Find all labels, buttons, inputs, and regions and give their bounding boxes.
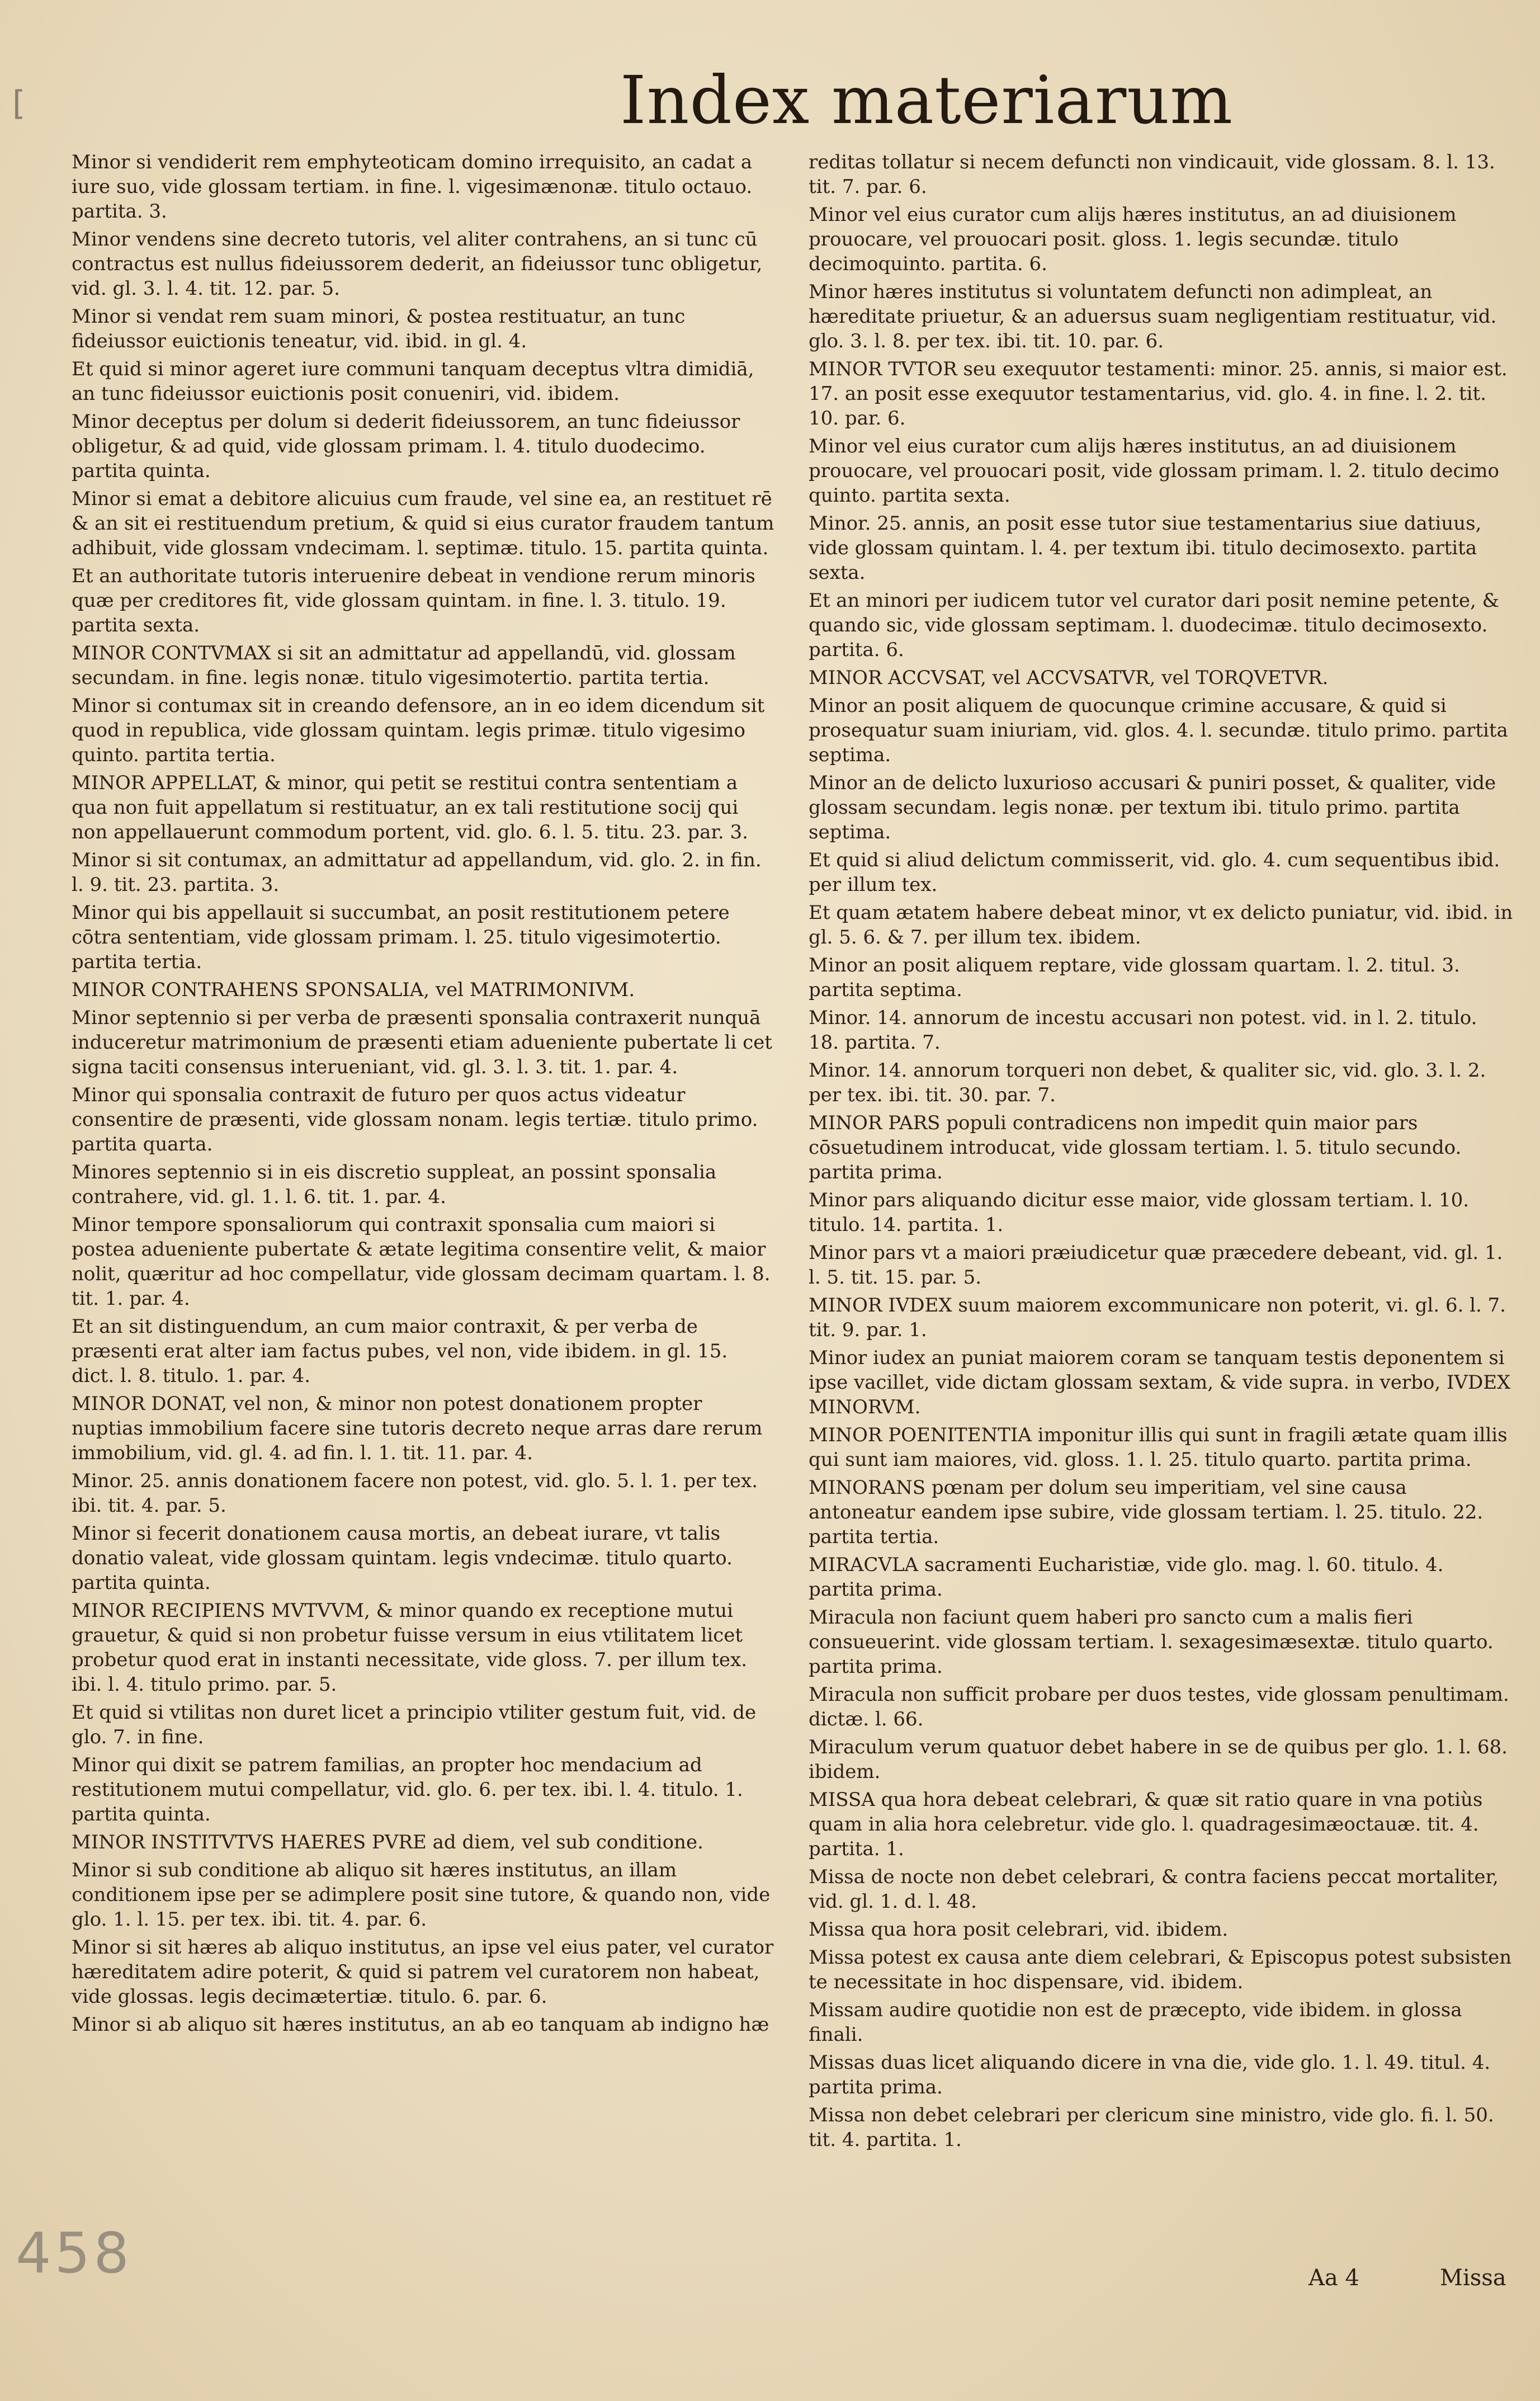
index-entry: MINOR ACCVSAT, vel ACCVSATVR, vel TORQVETVR. (809, 667, 1329, 689)
index-entry: Minor si sit hæres ab aliquo institutus, an ipse vel eius pater, vel curator hæreditatem adire poterit, & quid si patrem vel curatorem non habeat, vide glossas. legis decimætertiæ. titulo. 6. par. 6. (72, 1936, 774, 2008)
index-entry: Et quam ætatem habere debeat minor, vt ex delicto puniatur, vid. ibid. in gl. 5. 6. & 7. per illum tex. ibidem. (809, 902, 1513, 949)
index-entry: Miraculum verum quatuor debet habere in se de quibus per glo. 1. l. 68. ibidem. (809, 1736, 1508, 1783)
index-entry: Miracula non sufficit probare per duos testes, vide glossam penultimam. dictæ. l. 66. (809, 1683, 1509, 1730)
index-entry: Minor. 25. annis, an posit esse tutor siue testamentarius siue datiuus, vide glossam quintam. l. 4. per textum ibi. titulo decimosexto. partita sexta. (809, 512, 1482, 584)
index-entry: reditas tollatur si necem defuncti non vindicauit, vide glossam. 8. l. 13. tit. 7. par. 6. (809, 151, 1495, 198)
index-entry: MINOR CONTRAHENS SPONSALIA, vel MATRIMONIVM. (72, 979, 635, 1001)
index-entry: Minor hæres institutus si voluntatem defuncti non adimpleat, an hæreditate priuetur, & an aduersus suam negligentiam restituatur, vid. glo. 3. l. 8. per tex. ibi. tit. 10. par. 6. (809, 281, 1497, 352)
index-entry: Missa non debet celebrari per clericum sine ministro, vide glo. fi. l. 50. tit. 4. partita. 1. (809, 2104, 1494, 2151)
index-entry: Et quid si minor ageret iure communi tanquam deceptus vltra dimidiā, an tunc fideiussor euictionis posit conueniri, vid. ibidem. (72, 358, 754, 405)
index-entry: Minor. 25. annis donationem facere non potest, vid. glo. 5. l. 1. per tex. ibi. tit. 4. par. 5. (72, 1470, 758, 1517)
index-entry: Missa de nocte non debet celebrari, & contra faciens peccat mortaliter, vid. gl. 1. d. l. 48. (809, 1866, 1499, 1913)
index-entry: MINOR APPELLAT, & minor, qui petit se restitui contra sententiam a qua non fuit appellatum si restituatur, an ex tali restitutione socij qui non appellauerunt commodum portent, vid. glo. 6. l. 5. titu. 23. par. 3. (72, 772, 748, 843)
index-entry: Minor pars vt a maiori præiudicetur quæ præcedere debeant, vid. gl. 1. l. 5. tit. 15. par. 5. (809, 1242, 1503, 1289)
index-entry: Minor si sit contumax, an admittatur ad appellandum, vid. glo. 2. in fin. l. 9. tit. 23. partita. 3. (72, 849, 762, 896)
index-entry: Minor si vendiderit rem emphyteoticam domino irrequisito, an cadat a iure suo, vide glossam tertiam. in fine. l. vigesimænonæ. titulo octauo. partita. 3. (72, 151, 753, 223)
index-entry: MISSA qua hora debeat celebrari, & quæ sit ratio quare in vna potiùs quam in alia hora celebretur. vide glo. l. quadragesimæoctauæ. tit. 4. partita. 1. (809, 1789, 1483, 1860)
index-entry: Minor an posit aliquem reptare, vide glossam quartam. l. 2. titul. 3. partita septima. (809, 954, 1460, 1001)
index-entry: MINOR IVDEX suum maiorem excommunicare non poterit, vi. gl. 6. l. 7. tit. 9. par. 1. (809, 1294, 1506, 1341)
index-entry: Missas duas licet aliquando dicere in vna die, vide glo. 1. l. 49. titul. 4. partita prima. (809, 2051, 1491, 2098)
index-entry: MINOR POENITENTIA imponitur illis qui sunt in fragili ætate quam illis qui sunt iam maiores, vid. gloss. 1. l. 25. titulo quarto. partita prima. (809, 1424, 1508, 1471)
left-column (72, 150, 776, 2040)
index-entry: Et an authoritate tutoris interuenire debeat in vendione rerum minoris quæ per creditores fit, vide glossam quintam. in fine. l. 3. titulo. 19. partita sexta. (72, 565, 755, 636)
index-entry: Miracula non faciunt quem haberi pro sancto cum a malis fieri consueuerint. vide glossam tertiam. l. sexagesimæsextæ. titulo quarto. partita prima. (809, 1606, 1494, 1678)
index-entry: Minor septennio si per verba de præsenti sponsalia contraxerit nunquā induceretur matrimonium de præsenti etiam adueniente pubertate li cet signa taciti consensus interueniant, vid. gl. 3. l. 3. tit. 1. par. 4. (72, 1007, 772, 1078)
index-entry: Minor qui dixit se patrem familias, an propter hoc mendacium ad restitutionem mutui compellatur, vid. glo. 6. per tex. ibi. l. 4. titulo. 1. partita quinta. (72, 1754, 743, 1825)
index-entry: Minor vendens sine decreto tutoris, vel aliter contrahens, an si tunc cū contractus est nullus fideiussorem dederit, an fideiussor tunc obligetur, vid. gl. 3. l. 4. tit. 12. par. 5. (72, 228, 763, 300)
index-entry: MIRACVLA sacramenti Eucharistiæ, vide glo. mag. l. 60. titulo. 4. partita prima. (809, 1554, 1444, 1601)
page-title (0, 62, 1540, 139)
index-entry: MINOR PARS populi contradicens non impedit quin maior pars cōsuetudinem introducat, vide glossam tertiam. l. 5. titulo secundo. partita prima. (809, 1112, 1462, 1183)
right-column (809, 150, 1513, 2155)
index-entry: Minor vel eius curator cum alijs hæres institutus, an ad diuisionem prouocare, vel prouocari posit, vide glossam primam. l. 2. titulo decimo quinto. partita sexta. (809, 435, 1499, 507)
signature-mark: Aa 4 (1308, 2265, 1359, 2291)
index-entry: Et quid si vtilitas non duret licet a principio vtiliter gestum fuit, vid. de glo. 7. in fine. (72, 1701, 757, 1748)
index-entry: Minor qui sponsalia contraxit de futuro per quos actus videatur consentire de præsenti, vide glossam nonam. legis tertiæ. titulo primo. partita quarta. (72, 1084, 758, 1155)
index-entry: Minor si contumax sit in creando defensore, an in eo idem dicendum sit quod in republica, vide glossam quintam. legis primæ. titulo vigesimo quinto. partita tertia. (72, 695, 765, 766)
index-entry: Minor si emat a debitore alicuius cum fraude, vel sine ea, an restituet rē & an sit ei restituendum pretium, & quid si eius curator fraudem tantum adhibuit, vide glossam vndecimam. l. septimæ. titulo. 15. partita quinta. (72, 488, 774, 559)
index-entry: MINOR INSTITVTVS HAERES PVRE ad diem, vel sub conditione. (72, 1831, 703, 1853)
index-entry: Minores septennio si in eis discretio suppleat, an possint sponsalia contrahere, vid. gl. 1. l. 6. tit. 1. par. 4. (72, 1161, 717, 1208)
index-entry: Minor. 14. annorum torqueri non debet, & qualiter sic, vid. glo. 3. l. 2. per tex. ibi. tit. 30. par. 7. (809, 1059, 1486, 1106)
index-entry: Minor si vendat rem suam minori, & postea restituatur, an tunc fideiussor euictionis teneatur, vid. ibid. in gl. 4. (72, 305, 686, 352)
index-entry: MINOR TVTOR seu exequutor testamenti: minor. 25. annis, si maior est. 17. an posit esse exequutor testamentarius, vid. glo. 4. in fine. l. 2. tit. 10. par. 6. (809, 358, 1508, 430)
index-entry: Et an sit distinguendum, an cum maior contraxit, & per verba de præsenti erat alter iam factus pubes, vel non, vide ibidem. in gl. 15. dict. l. 8. titulo. 1. par. 4. (72, 1315, 728, 1387)
index-entry: MINOR RECIPIENS MVTVVM, & minor quando ex receptione mutui grauetur, & quid si non probetur fuisse versum in eius vtilitatem licet probetur quod erat in instanti necessitate, vide gloss. 7. per illum tex. ibi. l. 4. titulo primo. par. 5. (72, 1600, 747, 1696)
index-entry: Missa qua hora posit celebrari, vid. ibidem. (809, 1918, 1229, 1941)
index-entry: Minor si fecerit donationem causa mortis, an debeat iurare, vt talis donatio valeat, vide glossam quintam. legis vndecimæ. titulo quarto. partita quinta. (72, 1522, 733, 1594)
index-entry: Minor vel eius curator cum alijs hæres institutus, an ad diuisionem prouocare, vel prouocari posit. gloss. 1. legis secundæ. titulo decimoquinto. partita. 6. (809, 204, 1457, 275)
index-entry: Missa potest ex causa ante diem celebrari, & Episcopus potest subsisten te necessitate in hoc dispensare, vid. ibidem. (809, 1946, 1512, 1993)
index-entry: Et an minori per iudicem tutor vel curator dari posit nemine petente, & quando sic, vide glossam septimam. l. duodecimæ. titulo decimosexto. partita. 6. (809, 589, 1499, 661)
index-entry: Minor an de delicto luxurioso accusari & puniri posset, & qualiter, vide glossam secundam. legis nonæ. per textum ibi. titulo primo. partita septima. (809, 772, 1496, 843)
catchword: Missa (1440, 2265, 1506, 2291)
index-entry: Minor an posit aliquem de quocunque crimine accusare, & quid si prosequatur suam iniuriam, vid. glos. 4. l. secundæ. titulo primo. partita septima. (809, 695, 1508, 766)
index-entry: Missam audire quotidie non est de præcepto, vide ibidem. in glossa finali. (809, 1999, 1462, 2046)
index-entry: Minor qui bis appellauit si succumbat, an posit restitutionem petere cōtra sententiam, vide glossam primam. l. 25. titulo vigesimotertio. partita tertia. (72, 902, 730, 973)
index-entry: Minor. 14. annorum de incestu accusari non potest. vid. in l. 2. titulo. 18. partita. 7. (809, 1007, 1477, 1054)
folio-pencil-number: 458 (16, 2220, 133, 2286)
index-entry: Minor iudex an puniat maiorem coram se tanquam testis deponentem si ipse vacillet, vide dictam glossam sextam, & vide supra. in verbo, IVDEX MINORVM. (809, 1347, 1511, 1418)
page-title-text: Index materiarum (620, 62, 1234, 139)
index-entry: Minor si sub conditione ab aliquo sit hæres institutus, an illam conditionem ipse per se adimplere posit sine tutore, & quando non, vide glo. 1. l. 15. per tex. ibi. tit. 4. par. 6. (72, 1859, 771, 1931)
index-entry: MINORANS pœnam per dolum seu imperitiam, vel sine causa antoneatur eandem ipse subire, vide glossam tertiam. l. 25. titulo. 22. partita tertia. (809, 1477, 1484, 1548)
index-entry: Minor si ab aliquo sit hæres institutus, an ab eo tanquam ab indigno hæ (72, 2013, 769, 2036)
index-entry: Minor tempore sponsaliorum qui contraxit sponsalia cum maiori si postea adueniente pubertate & ætate legitima consentire velit, & maior nolit, quæritur ad hoc compellatur, vide glossam decimam quartam. l. 8. tit. 1. par. 4. (72, 1214, 771, 1310)
pencil-mark: [ (12, 84, 26, 123)
index-entry: Minor pars aliquando dicitur esse maior, vide glossam tertiam. l. 10. titulo. 14. partita. 1. (809, 1189, 1470, 1236)
index-entry: MINOR DONAT, vel non, & minor non potest donationem propter nuptias immobilium facere sine tutoris decreto neque arras dare rerum immobilium, vid. gl. 4. ad fin. l. 1. tit. 11. par. 4. (72, 1393, 763, 1464)
index-entry: Minor deceptus per dolum si dederit fideiussorem, an tunc fideiussor obligetur, & ad quid, vide glossam primam. l. 4. titulo duodecimo. partita quinta. (72, 411, 740, 482)
index-entry: Et quid si aliud delictum commisserit, vid. glo. 4. cum sequentibus ibid. per illum tex. (809, 849, 1500, 896)
index-entry: MINOR CONTVMAX si sit an admittatur ad appellandū, vid. glossam secundam. in fine. legis nonæ. titulo vigesimotertio. partita tertia. (72, 642, 736, 689)
